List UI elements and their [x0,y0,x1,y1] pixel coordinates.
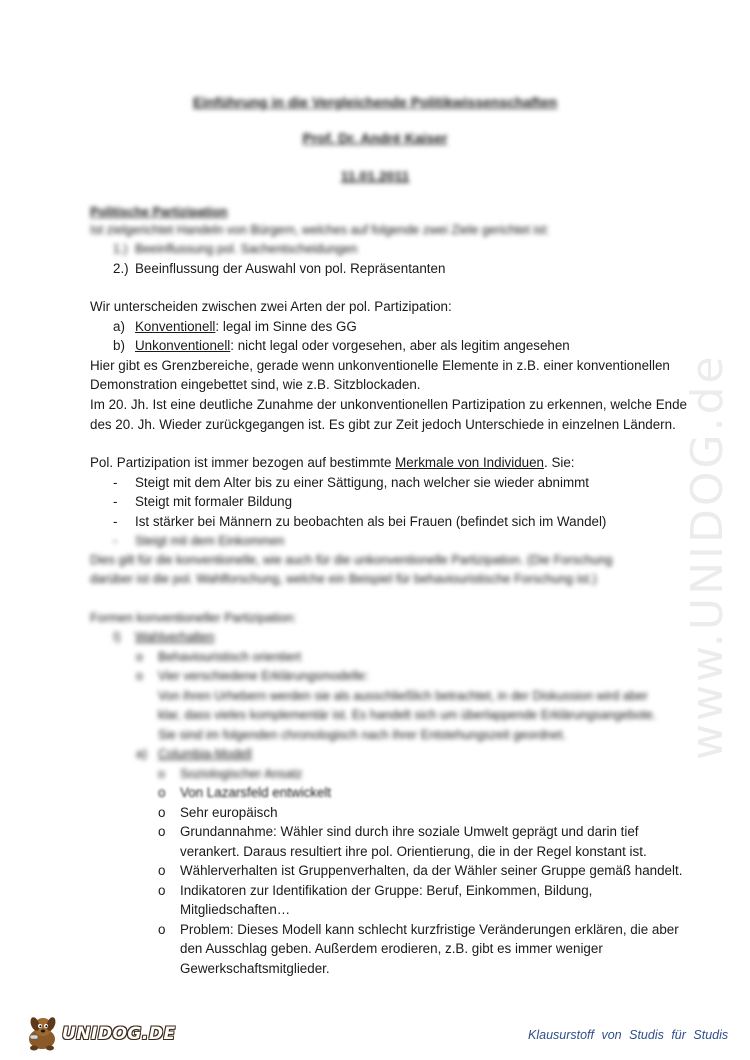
circle-marker: o [158,922,166,937]
list-item: Indikatoren zur Identifikation der Gruppe: Beruf, Einkommen, Bildung, [180,883,593,898]
dash-marker: - [113,534,118,548]
term-konventionell: Konventionell [135,319,216,334]
paragraph-line: Von ihren Urhebern werden sie als ausschließlich betrachtet, in der Diskussion wird aber [158,689,648,703]
paragraph-line: Im 20. Jh. Ist eine deutliche Zunahme der unkonventionellen Partizipation zu erkennen, welche Ende [90,397,687,412]
paragraph-line: klar, dass vieles komplementär ist. Es handelt sich um überlappende Erklärungsangebote. [158,708,657,722]
list-marker: I) [113,630,121,644]
list-item-continuation: Mitgliedschaften… [180,902,291,917]
document-title: Einführung in die Vergleichende Politikwissenschaften [192,94,558,110]
list-marker: 2.) [113,261,129,276]
list-item-continuation: den Ausschlag geben. Außerdem erodieren, z.B. gibt es immer weniger [180,941,603,956]
paragraph-line: darüber ist die pol. Wahlforschung, welche ein Beispiel für behaviouristische Forschung ist.) [90,572,597,586]
list-item [135,337,570,355]
dog-mascot-icon [22,1012,62,1052]
list-marker: 1.) [113,242,128,256]
list-item: Wahlverhalten [135,630,215,644]
list-item: Sehr europäisch [180,805,278,820]
term-definition: : nicht legal oder vorgesehen, aber als legitim angesehen [230,338,570,353]
circle-marker: o [158,785,166,800]
list-item-continuation: verankert. Daraus resultiert ihre pol. Orientierung, die in der Regel konstant ist. [180,844,647,859]
document-author: Prof. Dr. André Kaiser [302,130,448,146]
paragraph-intro: Wir unterscheiden zwischen zwei Arten der pol. Partizipation: [90,299,452,314]
list-item: Steigt mit dem Einkommen [135,534,285,548]
intro-text-end: . Sie: [544,455,575,470]
section-intro: Ist zielgerichtet Handeln von Bürgern, welches auf folgende zwei Ziele gerichtet ist: [90,223,550,237]
circle-marker: o [158,805,166,820]
list-marker: a) [113,319,125,334]
list-item: Steigt mit dem Alter bis zu einer Sättigung, nach welcher sie wieder abnimmt [135,475,590,490]
circle-marker: o [136,669,143,683]
list-item: Behaviouristisch orientiert [158,650,302,664]
list-item-continuation: Gewerkschaftsmitglieder. [180,961,330,976]
section-heading: Politische Partizipation [90,205,228,219]
list-item [135,318,357,336]
list-item: Problem: Dieses Modell kann schlecht kurzfristige Veränderungen erklären, die aber [180,922,679,937]
intro-text: Pol. Partizipation ist immer bezogen auf bestimmte [90,455,396,470]
term-unkonventionell: Unkonventionell [135,338,231,353]
dash-marker: - [113,475,118,490]
list-item: Ist stärker bei Männern zu beobachten als bei Frauen (befindet sich im Wandel) [135,514,607,529]
watermark-text: www.UNIDOG.de [682,353,733,760]
list-item: Grundannahme: Wähler sind durch ihre soziale Umwelt geprägt und darin tief [180,824,639,839]
paragraph-line: Demonstration eingebettet sind, wie z.B. Sitzblockaden. [90,377,421,392]
list-item: Beeinflussung pol. Sachentscheidungen [135,242,358,256]
term-definition: : legal im Sinne des GG [215,319,357,334]
list-marker: b) [113,338,125,353]
list-item: Beeinflussung der Auswahl von pol. Repräsentanten [135,261,446,276]
document-date: 11.01.2011 [340,168,410,184]
paragraph-intro [90,454,575,472]
paragraph-line: Dies gilt für die konventionelle, wie auch für die unkonventionelle Partizipation. (Die Forschung [90,553,613,567]
list-item: Soziologischer Ansatz [180,767,303,781]
logo-text: UNIDOG.DE [62,1024,176,1044]
circle-marker: o [158,767,165,781]
footer-tagline: Klausurstoff von Studis für Studis [528,1028,729,1042]
list-item: Steigt mit formaler Bildung [135,494,293,509]
list-marker: a) [136,747,148,761]
list-item: Wählerverhalten ist Gruppenverhalten, da der Wähler seiner Gruppe gemäß handelt. [180,863,683,878]
dash-marker: - [113,514,118,529]
circle-marker: o [158,883,166,898]
unidog-logo[interactable] [22,1012,176,1052]
dash-marker: - [113,494,118,509]
circle-marker: o [158,863,166,878]
section-heading: Formen konventioneller Partizipation: [90,611,297,625]
circle-marker: o [136,650,143,664]
paragraph-line: des 20. Jh. Wieder zurückgegangen ist. Es gibt zur Zeit jedoch Unterschiede in einzelnen Ländern. [90,417,676,432]
list-item: Vier verschiedene Erklärungsmodelle: [158,669,369,683]
list-item: Von Lazarsfeld entwickelt [180,785,332,800]
list-item: Columbia-Modell [158,747,252,761]
term-merkmale: Merkmale von Individuen [395,455,545,470]
circle-marker: o [158,824,166,839]
paragraph-line: Sie sind im folgenden chronologisch nach ihrer Entstehungszeit geordnet. [158,728,566,742]
paragraph-line: Hier gibt es Grenzbereiche, gerade wenn unkonventionelle Elemente in z.B. einer konventionellen [90,358,670,373]
